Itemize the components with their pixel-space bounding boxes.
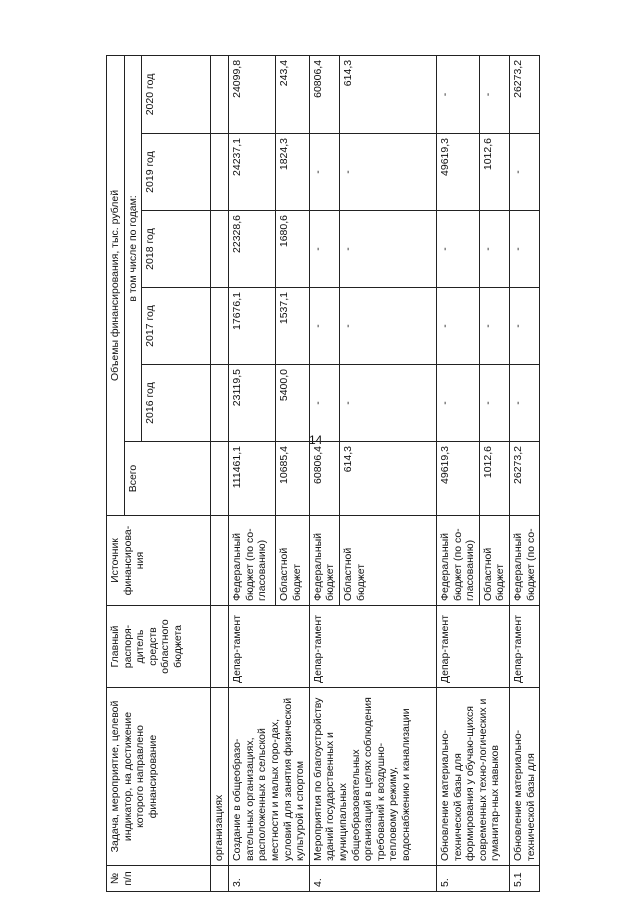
row-year-value: 17676,1 (229, 288, 276, 365)
row-source: Федеральный бюджет (по со- (509, 516, 539, 606)
row-year-value: - (509, 134, 539, 211)
row-year-value: 24099,8 (229, 55, 276, 133)
row-year-value: 5400,0 (276, 365, 309, 442)
row-year-value: - (309, 288, 339, 365)
row-year-value: 243,4 (276, 55, 309, 133)
row-total: 60806,4 (309, 442, 339, 516)
row-year-value: 1680,6 (276, 211, 309, 288)
header-incl: в том числе по годам: (124, 55, 142, 441)
table-row (229, 55, 276, 891)
header-year: 2019 год (142, 134, 211, 211)
row-year-value: - (479, 288, 509, 365)
row-total: 49619,3 (436, 442, 479, 516)
row-year-value: - (339, 288, 436, 365)
row-year-value: - (479, 365, 509, 442)
row-year-value: 1537,1 (276, 288, 309, 365)
row-year-value: - (339, 211, 436, 288)
row-year-value: - (479, 211, 509, 288)
row-year-value: - (309, 134, 339, 211)
table-row (436, 55, 479, 891)
row-source: Федеральный бюджет (309, 516, 339, 606)
row-manager: Депар-тамент (229, 606, 310, 688)
row-total: 26273,2 (509, 442, 539, 516)
row-year-value: - (479, 55, 509, 133)
header-volumes: Объемы финансирования, тыс. рублей (107, 55, 125, 515)
header-year: 2017 год (142, 288, 211, 365)
row-year-value: 23119,5 (229, 365, 276, 442)
row-year-value: 1824,3 (276, 134, 309, 211)
table-row (509, 55, 539, 891)
row-year-value: - (436, 211, 479, 288)
header-row-1 (107, 55, 125, 891)
header-year: 2016 год (142, 365, 211, 442)
rotated-page (12, 13, 612, 893)
row-year-value: - (339, 365, 436, 442)
row-manager: Депар-тамент (509, 606, 539, 688)
row-num: 5. (436, 866, 509, 892)
header-year: 2020 год (142, 55, 211, 133)
continuation-text: организациях (211, 688, 229, 866)
row-total: 614,3 (339, 442, 436, 516)
row-year-value: - (509, 211, 539, 288)
row-source: Областной бюджет (276, 516, 309, 606)
row-source: Федеральный бюджет (по со-гласованию) (436, 516, 479, 606)
row-task: Обновление материально-технической базы для (509, 688, 539, 866)
row-year-value: - (436, 288, 479, 365)
row-year-value: - (309, 211, 339, 288)
row-source: Областной бюджет (339, 516, 436, 606)
row-manager: Депар-тамент (436, 606, 509, 688)
row-total: 1012,6 (479, 442, 509, 516)
row-manager: Депар-тамент (309, 606, 436, 688)
table-row (309, 55, 339, 891)
continuation-row (211, 55, 229, 891)
row-year-value: - (509, 365, 539, 442)
row-year-value: - (339, 134, 436, 211)
row-source: Федеральный бюджет (по со-гласованию) (229, 516, 276, 606)
header-num: № п/п (107, 866, 211, 892)
header-year: 2018 год (142, 211, 211, 288)
header-manager: Главный распоря-дитель средств областного бюджета (107, 606, 211, 688)
row-year-value: 1012,6 (479, 134, 509, 211)
row-year-value: 26273,2 (509, 55, 539, 133)
row-num: 3. (229, 866, 310, 892)
header-source: Источник финансирова-ния (107, 516, 211, 606)
row-year-value: - (509, 288, 539, 365)
financing-table (106, 55, 540, 892)
row-year-value: 22328,6 (229, 211, 276, 288)
row-task: Обновление материально-технической базы для формирования у обучаю-щихся современных техно-логических и гуманитар-ных навыков (436, 688, 509, 866)
row-num: 4. (309, 866, 436, 892)
row-year-value: - (436, 365, 479, 442)
row-year-value: - (436, 55, 479, 133)
row-year-value: 49619,3 (436, 134, 479, 211)
row-num: 5.1 (509, 866, 539, 892)
row-year-value: 614,3 (339, 55, 436, 133)
row-total: 111461,1 (229, 442, 276, 516)
row-year-value: - (309, 365, 339, 442)
row-task: Мероприятия по благоустройству зданий государственных и муниципальных общеобразовательных организаций в целях соблюдения требований к воздушно- тепловому режиму, водоснабжению и канализации (309, 688, 436, 866)
row-total: 10685,4 (276, 442, 309, 516)
page-number: 14 (309, 433, 323, 447)
row-year-value: 24237,1 (229, 134, 276, 211)
header-total: Всего (124, 442, 211, 516)
row-task: Создание в общеобразо-вательных организациях, расположенных в сельской местности и малых горо-дах, условий для занятия физической культурой и спортом (229, 688, 310, 866)
header-task: Задача, мероприятие, целевой индикатор, на достижение которого направлено финансирование (107, 688, 211, 866)
row-source: Областной бюджет (479, 516, 509, 606)
row-year-value: 60806,4 (309, 55, 339, 133)
